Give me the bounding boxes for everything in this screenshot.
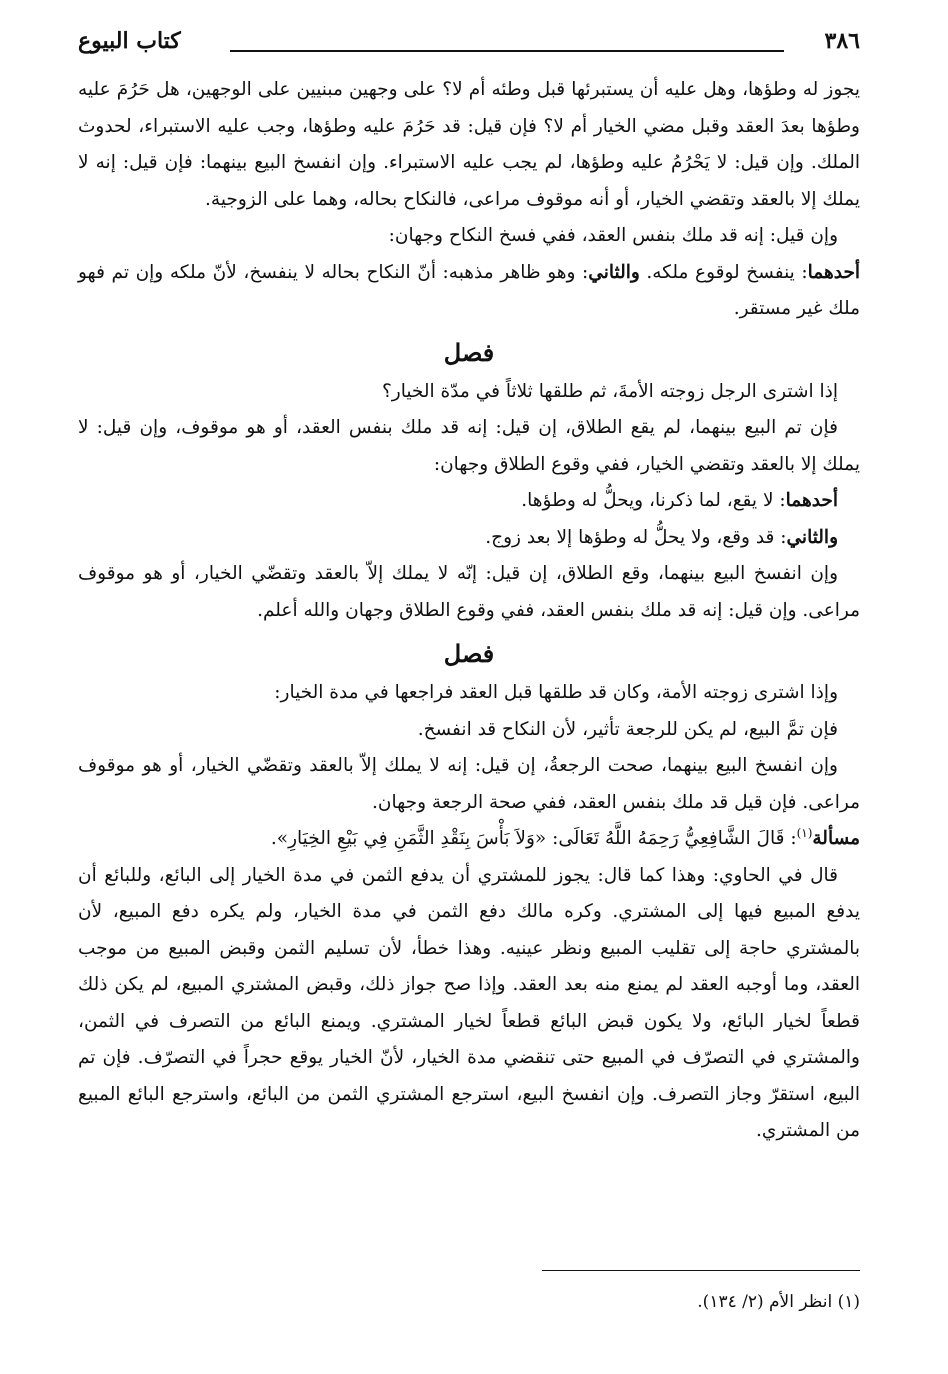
- paragraph: وإن قيل: إنه قد ملك بنفس العقد، ففي فسخ النكاح وجهان:: [388, 225, 838, 246]
- paragraph: إذا اشترى الرجل زوجته الأمةَ، ثم طلقها ثلاثاً في مدّة الخيار؟: [381, 380, 838, 402]
- section-heading: فصل: [443, 639, 495, 668]
- paragraph: قال في الحاوي: وهذا كما قال: يجوز للمشتري أن يدفع الثمن في مدة الخيار إلى البائع، وللبائع أن يدفع المبيع فيها إلى المشتري. وكره مالك دفع الثمن في مدة الخيار، ولم يكره دفع المبيع، لأن بالمشتري حاجة إلى تقليب المبيع ونظر عينيه. وهذا خطأ، لأن تسليم الثمن وقبض المبيع من موجب العقد، وما أوجبه العقد لم يمنع منه بعد العقد. وإذا صح جواز ذلك، وقبض المشتري المبيع، لم يكن ذلك قطعاً لخيار البائع، ولا يكون قبض البائع قطعاً لخيار المشتري. ويمنع البائع من التصرف في الثمن، والمشتري في التصرّف في المبيع حتى تنقضي مدة الخيار، لأنّ الخيار يوقع حجراً في التصرّف. فإن تم البيع، استقرّ وجاز التصرف. وإن انفسخ البيع، استرجع المشتري الثمن من البائع، واسترجع البائع المبيع من المشتري.: [78, 864, 860, 1141]
- paragraph: يجوز له وطؤها، وهل عليه أن يستبرئها قبل وطئه أم لا؟ على وجهين مبنيين على الوجهين، هل حَرُمَ عليه وطؤها بعدَ العقد وقبل مضي الخيار أم لا؟ فإن قيل: قد حَرُمَ عليه وطؤها، وجب عليه الاستبراء، لحدوث الملك. وإن قيل: لا يَحْرُمُ عليه وطؤها، لم يجب عليه الاستبراء. وإن انفسخ البيع بينهما: فإن قيل: إنه لا يملك إلا بالعقد وتقضي الخيار، أو أنه موقوف مراعى، فالنكاح بحاله، وهما على الزوجية.: [78, 79, 860, 210]
- page-header: [78, 22, 860, 62]
- paragraph: وإذا اشترى زوجته الأمة، وكان قد طلقها قبل العقد فراجعها في مدة الخيار:: [274, 682, 838, 703]
- paragraph-text: : لا يقع، لما ذكرنا، ويحلُّ له وطؤها.: [521, 490, 786, 511]
- page-number: ٣٨٦: [824, 28, 860, 54]
- running-title: كتاب البيوع: [78, 28, 181, 54]
- paragraph: وإن انفسخ البيع بينهما، صحت الرجعةُ، إن قيل: إنه لا يملك إلاّ بالعقد وتقضّي الخيار، أو هو موقوف مراعى. فإن قيل قد ملك بنفس العقد، ففي صحة الرجعة وجهان.: [78, 755, 860, 813]
- term-label: والثاني: [588, 261, 640, 283]
- paragraph: [78, 483, 860, 520]
- section-heading: فصل: [443, 337, 495, 367]
- term-label: والثاني: [786, 526, 838, 548]
- term-label: أحدهما: [785, 490, 838, 511]
- term-label: أحدهما: [807, 261, 861, 283]
- paragraph: فإن تم البيع بينهما، لم يقع الطلاق، إن قيل: إنه قد ملك بنفس العقد، أو هو موقوف، وإن قيل: لا يملك إلا بالعقد وتقضي الخيار، ففي وقوع الطلاق وجهان:: [78, 417, 860, 475]
- paragraph-text: : قد وقع، ولا يحلُّ له وطؤها إلا بعد زوج.: [485, 526, 787, 548]
- footnote: [78, 1288, 860, 1316]
- term-label: مسألة: [812, 828, 860, 849]
- masala-paragraph: [78, 821, 860, 858]
- paragraph: [78, 255, 860, 328]
- quoted-text: : قَالَ الشَّافِعِيُّ رَحِمَهُ اللَّهُ تَعَالَى: «وَلاَ بَأْسَ بِنَقْدِ الثَّمَنِ فِي بَيْعِ الخِيَارِ».: [270, 828, 797, 849]
- paragraph: فإن تمَّ البيع، لم يكن للرجعة تأثير، لأن النكاح قد انفسخ.: [417, 718, 838, 740]
- main-text: [78, 72, 860, 1150]
- paragraph: [78, 520, 860, 557]
- header-rule: [230, 50, 784, 52]
- footnote-ref: (١): [796, 825, 813, 840]
- paragraph-text: : وهو ظاهر مذهبه: أنّ النكاح بحاله لا ينفسخ، لأنّ ملكه وإن تم فهو ملك غير مستقر.: [78, 261, 860, 319]
- footnote-number: (١): [837, 1292, 860, 1312]
- footnote-text: انظر الأم (٢/ ١٣٤).: [697, 1292, 833, 1312]
- paragraph: وإن انفسخ البيع بينهما، وقع الطلاق، إن قيل: إنّه لا يملك إلاّ بالعقد وتقضّي الخيار، أو هو موقوف مراعى. وإن قيل: إنه قد ملك بنفس العقد، ففي وقوع الطلاق وجهان والله أعلم.: [78, 563, 860, 621]
- paragraph-text: : ينفسخ لوقوع ملكه.: [639, 261, 808, 283]
- footnote-divider: [542, 1270, 860, 1271]
